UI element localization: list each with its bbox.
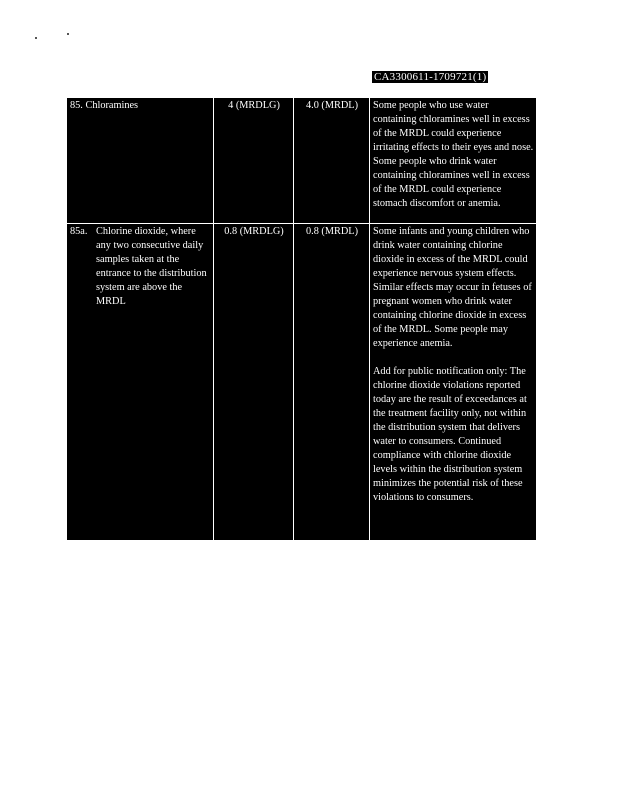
scan-speck bbox=[35, 37, 37, 39]
public-notification-text: Add for public notification only: The chlorine dioxide violations reported today are the result of exceedances at the treatment facility only, not within the distribution system that delivers water to consumers. Continued compliance with chlorine dioxide levels within the distribution system minimizes the potential risk of these violations to consumers. bbox=[373, 366, 527, 503]
health-effects-cell bbox=[370, 98, 537, 224]
mrdlg-cell: 0.8 (MRDLG) bbox=[214, 224, 294, 541]
contaminant-name: Chlorine dioxide, where any two consecutive daily samples taken at the entrance to the distribution system are above the MRDL bbox=[96, 226, 207, 307]
contaminant-table bbox=[66, 97, 537, 541]
health-effects-text: Some people who use water containing chloramines well in excess of the MRDL could experience irritating effects to their eyes and nose. Some people who drink water containing chloramines well in excess of the MRDL could experience stomach discomfort or anemia. bbox=[373, 100, 534, 209]
table-row bbox=[67, 98, 537, 224]
contaminant-cell: 85. Chloramines bbox=[67, 98, 214, 224]
contaminant-number: 85a. bbox=[70, 226, 88, 237]
health-effects-text: Some infants and young children who drink water containing chlorine dioxide in excess of the MRDL could experience nervous system effects. Similar effects may occur in fetuses of pregnant women who drink water containing chlorine dioxide in excess of the MRDL. Some people may experience anemia. bbox=[373, 226, 532, 349]
mrdl-cell: 4.0 (MRDL) bbox=[294, 98, 370, 224]
health-effects-cell bbox=[370, 224, 537, 541]
mrdl-cell: 0.8 (MRDL) bbox=[294, 224, 370, 541]
contaminant-cell bbox=[67, 224, 214, 541]
document-id: CA3300611-1709721(1) bbox=[374, 71, 487, 83]
mrdlg-cell: 4 (MRDLG) bbox=[214, 98, 294, 224]
scan-speck bbox=[67, 33, 69, 35]
table-row bbox=[67, 224, 537, 541]
